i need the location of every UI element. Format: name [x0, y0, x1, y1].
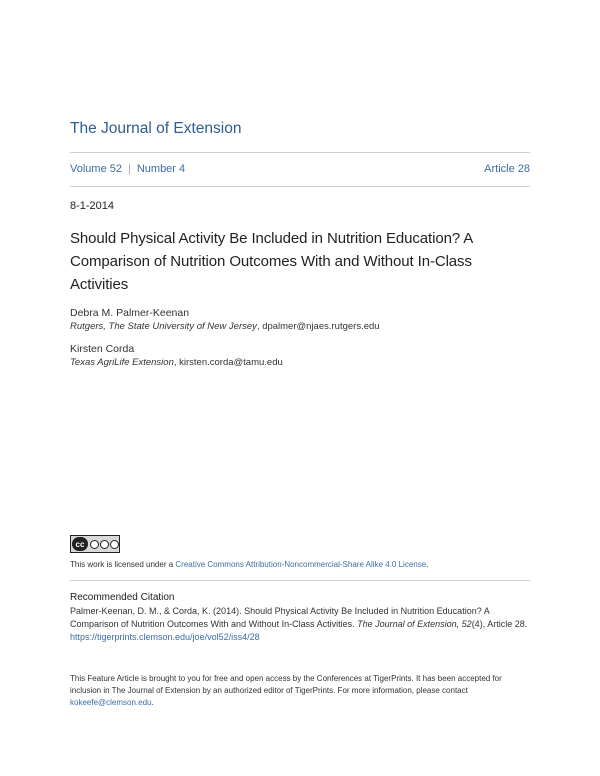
nc-icon: [100, 540, 109, 549]
license-statement: This work is licensed under a Creative Commons Attribution-Noncommercial-Share Alike 4.0 License.: [70, 560, 429, 569]
citation-url-link[interactable]: https://tigerprints.clemson.edu/joe/vol52/iss4/28: [70, 632, 260, 642]
publication-date: 8-1-2014: [70, 200, 115, 212]
contact-email-link[interactable]: kokeefe@clemson.edu: [70, 698, 152, 707]
article-title: Should Physical Activity Be Included in Nutrition Education? A Comparison of Nutrition Outcomes With and Without In-Class Activities: [70, 230, 473, 293]
top-divider: [70, 152, 530, 153]
citation-heading: Recommended Citation: [70, 592, 175, 603]
author-name: Kirsten Corda: [70, 343, 135, 355]
author-affiliation: Rutgers, The State University of New Jersey, dpalmer@njaes.rutgers.edu: [70, 321, 380, 332]
author-email: dpalmer@njaes.rutgers.edu: [262, 321, 380, 332]
number-link[interactable]: Number 4: [136, 163, 186, 175]
issue-divider: [70, 186, 530, 187]
author-affiliation: Texas AgriLife Extension, kirsten.corda@tamu.edu: [70, 357, 283, 368]
access-statement: This Feature Article is brought to you for free and open access by the Conferences at TigerPrints. It has been accepted for inclusion in The Journal of Extension by an authorized editor of TigerPrints. For more information, please contact kokeefe@clemson.edu.: [70, 674, 502, 707]
by-icon: [90, 540, 99, 549]
author-institution: Texas AgriLife Extension: [70, 357, 174, 368]
journal-title[interactable]: The Journal of Extension: [70, 120, 242, 137]
volume-link[interactable]: Volume 52: [70, 163, 122, 175]
cc-icon: cc: [72, 537, 88, 551]
author-email: kirsten.corda@tamu.edu: [179, 357, 283, 368]
issue-separator: |: [127, 163, 131, 175]
sa-icon: [110, 540, 119, 549]
citation-divider: [70, 580, 530, 581]
author-name: Debra M. Palmer-Keenan: [70, 307, 190, 319]
cc-license-badge[interactable]: [70, 535, 120, 553]
license-link[interactable]: Creative Commons Attribution-Noncommercial-Share Alike 4.0 License: [175, 560, 427, 569]
article-link[interactable]: Article 28: [484, 163, 530, 175]
citation-text: Palmer-Keenan, D. M., & Corda, K. (2014). Should Physical Activity Be Included in Nutrition Education? A Comparison of Nutrition Outcomes With and Without In-Class Activities. The Journal of Extension, 52(4), Article 28. https://tigerprints.clemson.edu/joe/vol52/iss4/28: [70, 606, 528, 642]
author-institution: Rutgers, The State University of New Jersey: [70, 321, 257, 332]
issue-row: [70, 163, 530, 175]
